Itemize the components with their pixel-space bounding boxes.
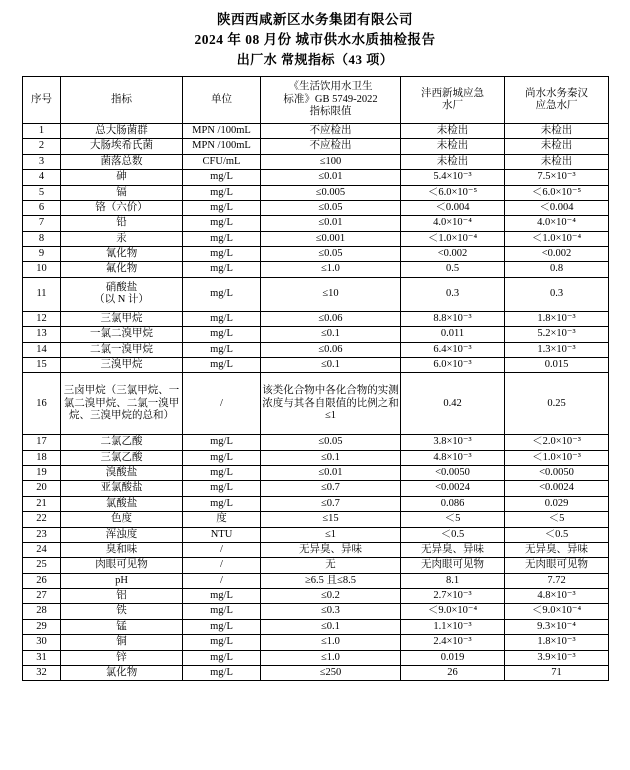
cell-limit: ≤0.01 (261, 216, 401, 231)
cell-plant-1: 4.0×10⁻⁴ (401, 216, 505, 231)
cell-index: 菌落总数 (61, 154, 183, 169)
header-no: 序号 (23, 77, 61, 124)
table-row (23, 124, 609, 139)
cell-index: 三氯乙酸 (61, 450, 183, 465)
header-plant-2-line2: 应急水厂 (535, 100, 578, 111)
cell-unit: mg/L (183, 200, 261, 215)
cell-index: 臭和味 (61, 542, 183, 557)
cell-limit: ≤0.05 (261, 435, 401, 450)
cell-plant-2: ＜6.0×10⁻⁵ (505, 185, 609, 200)
cell-plant-2: 3.9×10⁻³ (505, 650, 609, 665)
cell-plant-1: ＜6.0×10⁻⁵ (401, 185, 505, 200)
cell-limit: ≤0.1 (261, 450, 401, 465)
cell-plant-1: 未检出 (401, 139, 505, 154)
cell-plant-2: ＜0.004 (505, 200, 609, 215)
cell-unit: mg/L (183, 635, 261, 650)
cell-no: 10 (23, 262, 61, 277)
cell-limit: ≤0.06 (261, 342, 401, 357)
cell-index: 二氯一溴甲烷 (61, 342, 183, 357)
table-row (23, 512, 609, 527)
table-row (23, 373, 609, 435)
cell-unit: mg/L (183, 665, 261, 680)
header-limit-line3: 指标限值 (309, 106, 352, 118)
cell-index: 氟化物 (61, 262, 183, 277)
cell-limit: 不应检出 (261, 124, 401, 139)
cell-plant-2: 未检出 (505, 139, 609, 154)
cell-index: 锌 (61, 650, 183, 665)
table-row (23, 357, 609, 372)
header-unit: 单位 (183, 77, 261, 124)
table-row (23, 342, 609, 357)
cell-index: 大肠埃希氏菌 (61, 139, 183, 154)
cell-limit: ≤1.0 (261, 650, 401, 665)
cell-plant-2: ＜0.5 (505, 527, 609, 542)
cell-unit: mg/L (183, 466, 261, 481)
cell-plant-2: 4.8×10⁻³ (505, 589, 609, 604)
cell-unit: mg/L (183, 311, 261, 326)
cell-index: 氯化物 (61, 665, 183, 680)
cell-no: 12 (23, 311, 61, 326)
cell-plant-1: <0.0024 (401, 481, 505, 496)
cell-plant-2: ＜5 (505, 512, 609, 527)
cell-limit: ≤0.1 (261, 327, 401, 342)
cell-no: 29 (23, 619, 61, 634)
cell-plant-1: ＜1.0×10⁻⁴ (401, 231, 505, 246)
cell-plant-2: 无肉眼可见物 (505, 558, 609, 573)
cell-plant-1: 0.011 (401, 327, 505, 342)
cell-plant-2: 0.8 (505, 262, 609, 277)
cell-limit: ≤0.005 (261, 185, 401, 200)
cell-index: 砷 (61, 170, 183, 185)
cell-index (61, 277, 183, 311)
cell-plant-2: ＜9.0×10⁻⁴ (505, 604, 609, 619)
cell-plant-2: ＜1.0×10⁻³ (505, 450, 609, 465)
table-row (23, 231, 609, 246)
cell-plant-1: 1.1×10⁻³ (401, 619, 505, 634)
cell-unit: mg/L (183, 262, 261, 277)
cell-limit: ≤0.05 (261, 247, 401, 262)
cell-no: 1 (23, 124, 61, 139)
table-row (23, 527, 609, 542)
table-row (23, 635, 609, 650)
cell-unit: mg/L (183, 450, 261, 465)
cell-no: 32 (23, 665, 61, 680)
cell-plant-2: 0.029 (505, 496, 609, 511)
header-plant-2-line1: 尚水水务秦汉 (525, 87, 588, 99)
table-row (23, 216, 609, 231)
cell-unit: / (183, 542, 261, 557)
cell-no: 4 (23, 170, 61, 185)
cell-no: 21 (23, 496, 61, 511)
cell-limit: ≤10 (261, 277, 401, 311)
cell-plant-1: 6.4×10⁻³ (401, 342, 505, 357)
cell-plant-2: 0.25 (505, 373, 609, 435)
cell-limit: ≤15 (261, 512, 401, 527)
cell-no: 11 (23, 277, 61, 311)
cell-limit: 该类化合物中各化合物的实测浓度与其各自限值的比例之和≤1 (261, 373, 401, 435)
table-row (23, 247, 609, 262)
cell-limit: ≤0.01 (261, 170, 401, 185)
cell-plant-1: ＜0.5 (401, 527, 505, 542)
cell-plant-2: 4.0×10⁻⁴ (505, 216, 609, 231)
report-scope: 出厂水 常规指标（43 项） (236, 52, 394, 67)
cell-plant-1: 0.086 (401, 496, 505, 511)
cell-no: 22 (23, 512, 61, 527)
cell-plant-1: 3.8×10⁻³ (401, 435, 505, 450)
table-row (23, 170, 609, 185)
cell-plant-1: 0.3 (401, 277, 505, 311)
cell-index: 铁 (61, 604, 183, 619)
cell-plant-2: 0.3 (505, 277, 609, 311)
cell-limit: ≤0.001 (261, 231, 401, 246)
cell-plant-2: ＜2.0×10⁻³ (505, 435, 609, 450)
cell-no: 17 (23, 435, 61, 450)
cell-index: 亚氯酸盐 (61, 481, 183, 496)
cell-no: 7 (23, 216, 61, 231)
report-title-block (22, 10, 608, 70)
table-row (23, 200, 609, 215)
cell-plant-2: 未检出 (505, 124, 609, 139)
header-plant-1-line2: 水厂 (442, 100, 463, 111)
cell-plant-2: 7.72 (505, 573, 609, 588)
table-row (23, 262, 609, 277)
cell-plant-2: ＜1.0×10⁻⁴ (505, 231, 609, 246)
cell-plant-2: 1.8×10⁻³ (505, 311, 609, 326)
cell-no: 9 (23, 247, 61, 262)
cell-limit: 不应检出 (261, 139, 401, 154)
cell-unit: / (183, 573, 261, 588)
cell-plant-2: <0.002 (505, 247, 609, 262)
cell-no: 5 (23, 185, 61, 200)
table-row (23, 665, 609, 680)
cell-plant-1: <0.002 (401, 247, 505, 262)
table-row (23, 573, 609, 588)
cell-index: 三卤甲烷（三氯甲烷、一氯二溴甲烷、二氯一溴甲烷、三溴甲烷的总和） (61, 373, 183, 435)
cell-index: 铬（六价） (61, 200, 183, 215)
table-row (23, 185, 609, 200)
cell-no: 15 (23, 357, 61, 372)
cell-index: 溴酸盐 (61, 466, 183, 481)
cell-index: 色度 (61, 512, 183, 527)
cell-unit: CFU/mL (183, 154, 261, 169)
table-row (23, 311, 609, 326)
cell-limit: ≤1.0 (261, 262, 401, 277)
cell-plant-1: 6.0×10⁻³ (401, 357, 505, 372)
cell-no: 30 (23, 635, 61, 650)
cell-unit: 度 (183, 512, 261, 527)
header-limit-line1: 《生活饮用水卫生 (288, 81, 373, 93)
cell-plant-2: <0.0024 (505, 481, 609, 496)
cell-plant-1: 8.1 (401, 573, 505, 588)
cell-index: 镉 (61, 185, 183, 200)
table-row (23, 542, 609, 557)
cell-index: 锰 (61, 619, 183, 634)
table-row (23, 558, 609, 573)
cell-no: 14 (23, 342, 61, 357)
cell-no: 31 (23, 650, 61, 665)
cell-unit: mg/L (183, 231, 261, 246)
cell-index: 二氯乙酸 (61, 435, 183, 450)
cell-plant-1: 0.019 (401, 650, 505, 665)
cell-plant-2: <0.0050 (505, 466, 609, 481)
table-row (23, 435, 609, 450)
cell-plant-1: 0.42 (401, 373, 505, 435)
header-plant-1-line1: 沣西新城应急 (421, 87, 484, 99)
cell-no: 13 (23, 327, 61, 342)
table-header-row (23, 77, 609, 124)
cell-unit: mg/L (183, 327, 261, 342)
cell-index: 铅 (61, 216, 183, 231)
cell-no: 16 (23, 373, 61, 435)
cell-limit: ≤0.7 (261, 496, 401, 511)
header-limit (261, 77, 401, 124)
cell-limit: ≤250 (261, 665, 401, 680)
cell-limit: ≤1.0 (261, 635, 401, 650)
cell-plant-1: 无肉眼可见物 (401, 558, 505, 573)
table-row (23, 589, 609, 604)
cell-plant-2: 7.5×10⁻³ (505, 170, 609, 185)
cell-no: 23 (23, 527, 61, 542)
cell-index: 氯酸盐 (61, 496, 183, 511)
cell-unit: mg/L (183, 277, 261, 311)
cell-no: 18 (23, 450, 61, 465)
cell-plant-2: 71 (505, 665, 609, 680)
cell-unit: mg/L (183, 357, 261, 372)
table-row (23, 327, 609, 342)
cell-index: 三氯甲烷 (61, 311, 183, 326)
cell-plant-1: ＜5 (401, 512, 505, 527)
cell-index: 一氯二溴甲烷 (61, 327, 183, 342)
cell-plant-2: 9.3×10⁻⁴ (505, 619, 609, 634)
cell-index: 铜 (61, 635, 183, 650)
cell-plant-1: 未检出 (401, 154, 505, 169)
cell-limit: ≤100 (261, 154, 401, 169)
table-row (23, 481, 609, 496)
cell-unit: mg/L (183, 216, 261, 231)
cell-unit: / (183, 558, 261, 573)
cell-plant-2: 无异臭、异味 (505, 542, 609, 557)
cell-plant-2: 1.3×10⁻³ (505, 342, 609, 357)
cell-plant-1: 2.7×10⁻³ (401, 589, 505, 604)
cell-limit: ≤0.1 (261, 619, 401, 634)
table-row (23, 139, 609, 154)
cell-plant-2: 1.8×10⁻³ (505, 635, 609, 650)
cell-plant-1: 4.8×10⁻³ (401, 450, 505, 465)
cell-index: 总大肠菌群 (61, 124, 183, 139)
cell-index: 浑浊度 (61, 527, 183, 542)
cell-unit: MPN /100mL (183, 124, 261, 139)
cell-index: 三溴甲烷 (61, 357, 183, 372)
cell-no: 20 (23, 481, 61, 496)
cell-plant-1: 0.5 (401, 262, 505, 277)
cell-limit: ≤1 (261, 527, 401, 542)
cell-unit: NTU (183, 527, 261, 542)
table-row (23, 466, 609, 481)
cell-limit: ≤0.01 (261, 466, 401, 481)
cell-unit: mg/L (183, 170, 261, 185)
cell-index: 肉眼可见物 (61, 558, 183, 573)
cell-limit: ≤0.3 (261, 604, 401, 619)
cell-plant-2: 0.015 (505, 357, 609, 372)
cell-plant-1: 8.8×10⁻³ (401, 311, 505, 326)
cell-unit: mg/L (183, 435, 261, 450)
cell-limit: ≤0.06 (261, 311, 401, 326)
cell-unit: mg/L (183, 342, 261, 357)
table-row (23, 604, 609, 619)
cell-unit: mg/L (183, 604, 261, 619)
header-limit-line2: 标准》GB 5749-2022 (283, 93, 378, 105)
cell-plant-1: ＜9.0×10⁻⁴ (401, 604, 505, 619)
cell-no: 2 (23, 139, 61, 154)
cell-unit: mg/L (183, 481, 261, 496)
cell-no: 3 (23, 154, 61, 169)
cell-plant-1: 未检出 (401, 124, 505, 139)
cell-limit: ≤0.1 (261, 357, 401, 372)
cell-plant-1: 无异臭、异味 (401, 542, 505, 557)
table-row (23, 496, 609, 511)
table-row (23, 619, 609, 634)
cell-index: 铝 (61, 589, 183, 604)
cell-index: pH (61, 573, 183, 588)
cell-plant-1: 26 (401, 665, 505, 680)
water-quality-table (22, 76, 609, 681)
table-row (23, 154, 609, 169)
header-index: 指标 (61, 77, 183, 124)
page-title: 陕西西咸新区水务集团有限公司 (217, 12, 413, 27)
header-plant-2 (505, 77, 609, 124)
report-subtitle: 2024 年 08 月份 城市供水水质抽检报告 (194, 32, 436, 47)
table-row (23, 650, 609, 665)
cell-plant-2: 5.2×10⁻³ (505, 327, 609, 342)
header-plant-1 (401, 77, 505, 124)
cell-unit: mg/L (183, 496, 261, 511)
cell-unit: mg/L (183, 619, 261, 634)
cell-no: 19 (23, 466, 61, 481)
cell-limit: ≤0.2 (261, 589, 401, 604)
cell-plant-1: ＜0.004 (401, 200, 505, 215)
cell-plant-2: 未检出 (505, 154, 609, 169)
cell-unit: mg/L (183, 185, 261, 200)
cell-unit: / (183, 373, 261, 435)
cell-index-line2: （以 N 计） (94, 294, 149, 306)
cell-no: 8 (23, 231, 61, 246)
cell-unit: mg/L (183, 589, 261, 604)
cell-no: 6 (23, 200, 61, 215)
table-row (23, 277, 609, 311)
cell-plant-1: 5.4×10⁻³ (401, 170, 505, 185)
cell-index-line1: 硝酸盐 (105, 281, 138, 293)
cell-limit: ≤0.7 (261, 481, 401, 496)
cell-no: 26 (23, 573, 61, 588)
cell-index: 氰化物 (61, 247, 183, 262)
cell-no: 25 (23, 558, 61, 573)
cell-plant-1: 2.4×10⁻³ (401, 635, 505, 650)
cell-unit: mg/L (183, 650, 261, 665)
cell-unit: MPN /100mL (183, 139, 261, 154)
cell-no: 28 (23, 604, 61, 619)
cell-no: 24 (23, 542, 61, 557)
cell-unit: mg/L (183, 247, 261, 262)
cell-index: 汞 (61, 231, 183, 246)
table-body (23, 124, 609, 681)
cell-limit: 无 (261, 558, 401, 573)
cell-plant-1: <0.0050 (401, 466, 505, 481)
cell-limit: 无异臭、异味 (261, 542, 401, 557)
table-row (23, 450, 609, 465)
cell-no: 27 (23, 589, 61, 604)
cell-limit: ≥6.5 且≤8.5 (261, 573, 401, 588)
cell-limit: ≤0.05 (261, 200, 401, 215)
